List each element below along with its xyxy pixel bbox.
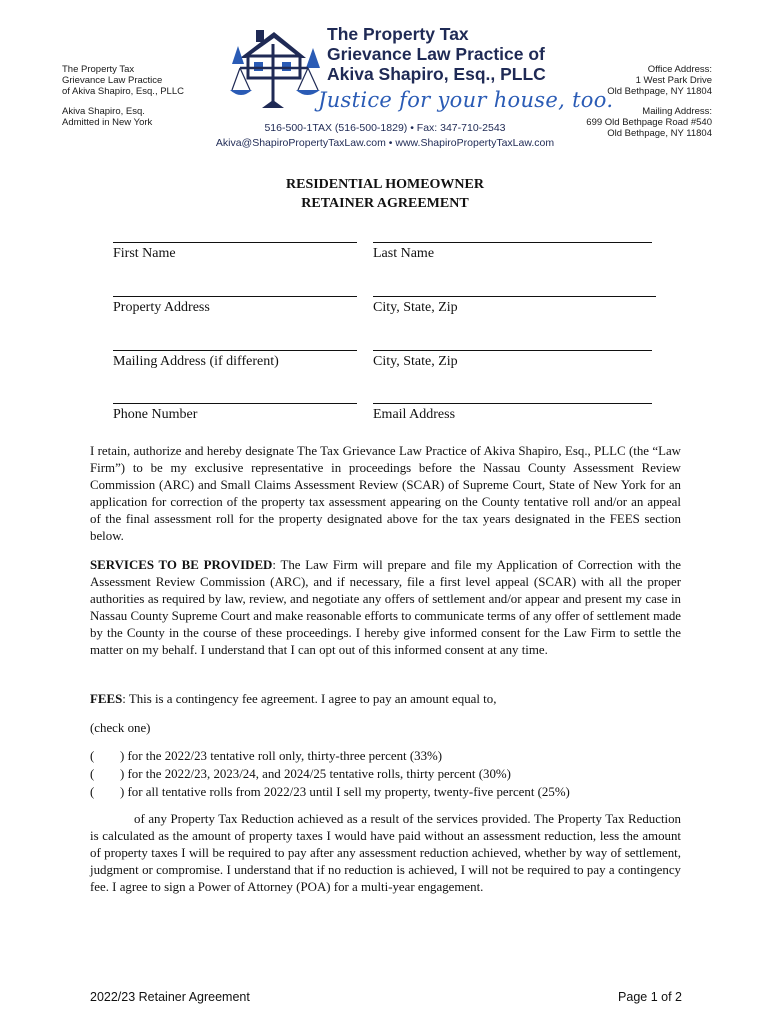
field-label: Last Name	[373, 246, 435, 261]
services-heading: SERVICES TO BE PROVIDED	[90, 558, 273, 572]
mailing-address-field[interactable]	[113, 350, 357, 370]
fee-option-text: ) for all tentative rolls from 2022/23 until I sell my property, twenty-five percent (25%)	[120, 785, 570, 799]
footer-page-number: Page 1 of 2	[618, 990, 682, 1004]
field-label: Email Address	[373, 407, 456, 422]
first-name-field[interactable]	[113, 242, 357, 262]
field-label: Phone Number	[113, 407, 198, 422]
email-address-field[interactable]	[373, 403, 652, 423]
tagline: Justice for your house, too.	[318, 88, 614, 112]
fees-paragraph	[90, 691, 681, 708]
attorney-admission: Admitted in New York	[62, 117, 153, 128]
services-text: : The Law Firm will prepare and file my Application of Correction with the Assessment Review Commission (ARC), and if necessary, file a first level appeal (SCAR) with all the proper authorities as required by law, review, and negotiate any offers of settlement and/or appear and present my case in Nassau County Supreme Court and make reasonable efforts to communicate terms of any offer of settlement made by the County in the course of these proceedings. I hereby give informed consent for the Law Firm to settle the matter on my behalf. I understand that I can opt out of this informed consent at any time.	[90, 558, 681, 657]
mailing-address-label: Mailing Address:	[642, 106, 712, 117]
field-label: City, State, Zip	[373, 300, 458, 315]
fee-option-text: ) for the 2022/23, 2023/24, and 2024/25 tentative rolls, thirty percent (30%)	[120, 767, 511, 781]
field-label: City, State, Zip	[373, 354, 458, 369]
field-label: First Name	[113, 246, 176, 261]
check-one-label: (check one)	[90, 721, 151, 735]
firm-info-line: of Akiva Shapiro, Esq., PLLC	[62, 86, 184, 97]
phone-number-field[interactable]	[113, 403, 357, 423]
property-city-state-zip-field[interactable]	[373, 296, 656, 316]
title-line: RESIDENTIAL HOMEOWNER	[286, 177, 484, 192]
field-label: Property Address	[113, 300, 210, 315]
mailing-address-city: Old Bethpage, NY 11804	[607, 128, 712, 139]
email-website: Akiva@ShapiroPropertyTaxLaw.com • www.ShapiroPropertyTaxLaw.com	[215, 137, 555, 149]
fee-option-2[interactable]: ( ) for the 2022/23, 2023/24, and 2024/25 tentative rolls, thirty percent (30%)	[90, 767, 511, 781]
mailing-address-street: 699 Old Bethpage Road #540	[586, 117, 712, 128]
firm-info-line: Grievance Law Practice	[62, 75, 163, 86]
last-name-field[interactable]	[373, 242, 652, 262]
attorney-name: Akiva Shapiro, Esq.	[62, 106, 145, 117]
phone-fax: 516-500-1TAX (516-500-1829) • Fax: 347-710-2543	[264, 122, 506, 134]
services-paragraph	[90, 557, 681, 659]
firm-name-line: The Property Tax	[327, 24, 469, 44]
field-label: Mailing Address (if different)	[113, 354, 279, 369]
firm-name-line: Akiva Shapiro, Esq., PLLC	[327, 64, 546, 84]
fees-text: : This is a contingency fee agreement. I agree to pay an amount equal to,	[122, 692, 497, 706]
firm-info-line: The Property Tax	[62, 64, 135, 75]
office-address-street: 1 West Park Drive	[635, 75, 712, 86]
mailing-city-state-zip-field[interactable]	[373, 350, 652, 370]
fee-option-3[interactable]: ( ) for all tentative rolls from 2022/23 until I sell my property, twenty-five percent (25%)	[90, 785, 570, 799]
fees-heading: FEES	[90, 692, 123, 706]
firm-name-line: Grievance Law Practice of	[327, 44, 545, 64]
firm-name	[327, 24, 546, 84]
document-title	[0, 175, 770, 213]
office-address-city: Old Bethpage, NY 11804	[607, 86, 712, 97]
reduction-paragraph: of any Property Tax Reduction achieved as a result of the services provided. The Property Tax Reduction is calculated as the amount of property taxes I would have paid without an assessment reduction, less the amount of property taxes I will be required to pay after any assessment reduction achieved, whether by way of settlement, judgment or compromise. I understand that if no reduction is achieved, I will not be required to pay a contingency fee. I agree to sign a Power of Attorney (POA) for a multi-year engagement.	[90, 812, 681, 894]
house-scales-logo-icon	[226, 24, 322, 110]
firm-info-left	[62, 64, 184, 128]
footer-document-name: 2022/23 Retainer Agreement	[90, 990, 250, 1004]
title-line: RETAINER AGREEMENT	[301, 196, 469, 211]
fee-option-1[interactable]: ( ) for the 2022/23 tentative roll only, thirty-three percent (33%)	[90, 749, 443, 763]
fee-option-text: ) for the 2022/23 tentative roll only, thirty-three percent (33%)	[120, 749, 443, 763]
property-address-field[interactable]	[113, 296, 357, 316]
intro-paragraph: I retain, authorize and hereby designate The Tax Grievance Law Practice of Akiva Shapiro, Esq., PLLC (the “Law Firm”) to be my exclusive representative in proceedings before the Nassau County Assessment Review Commission (ARC) and Small Claims Assessment Review (SCAR) of Supreme Court, State of New York for an application for correction of the property tax assessment appearing on the County tentative roll and/or an appeal of the final assessment roll for the property designated above for the tax years designated in the FEES section below.	[90, 444, 681, 543]
office-address-label: Office Address:	[647, 64, 712, 75]
